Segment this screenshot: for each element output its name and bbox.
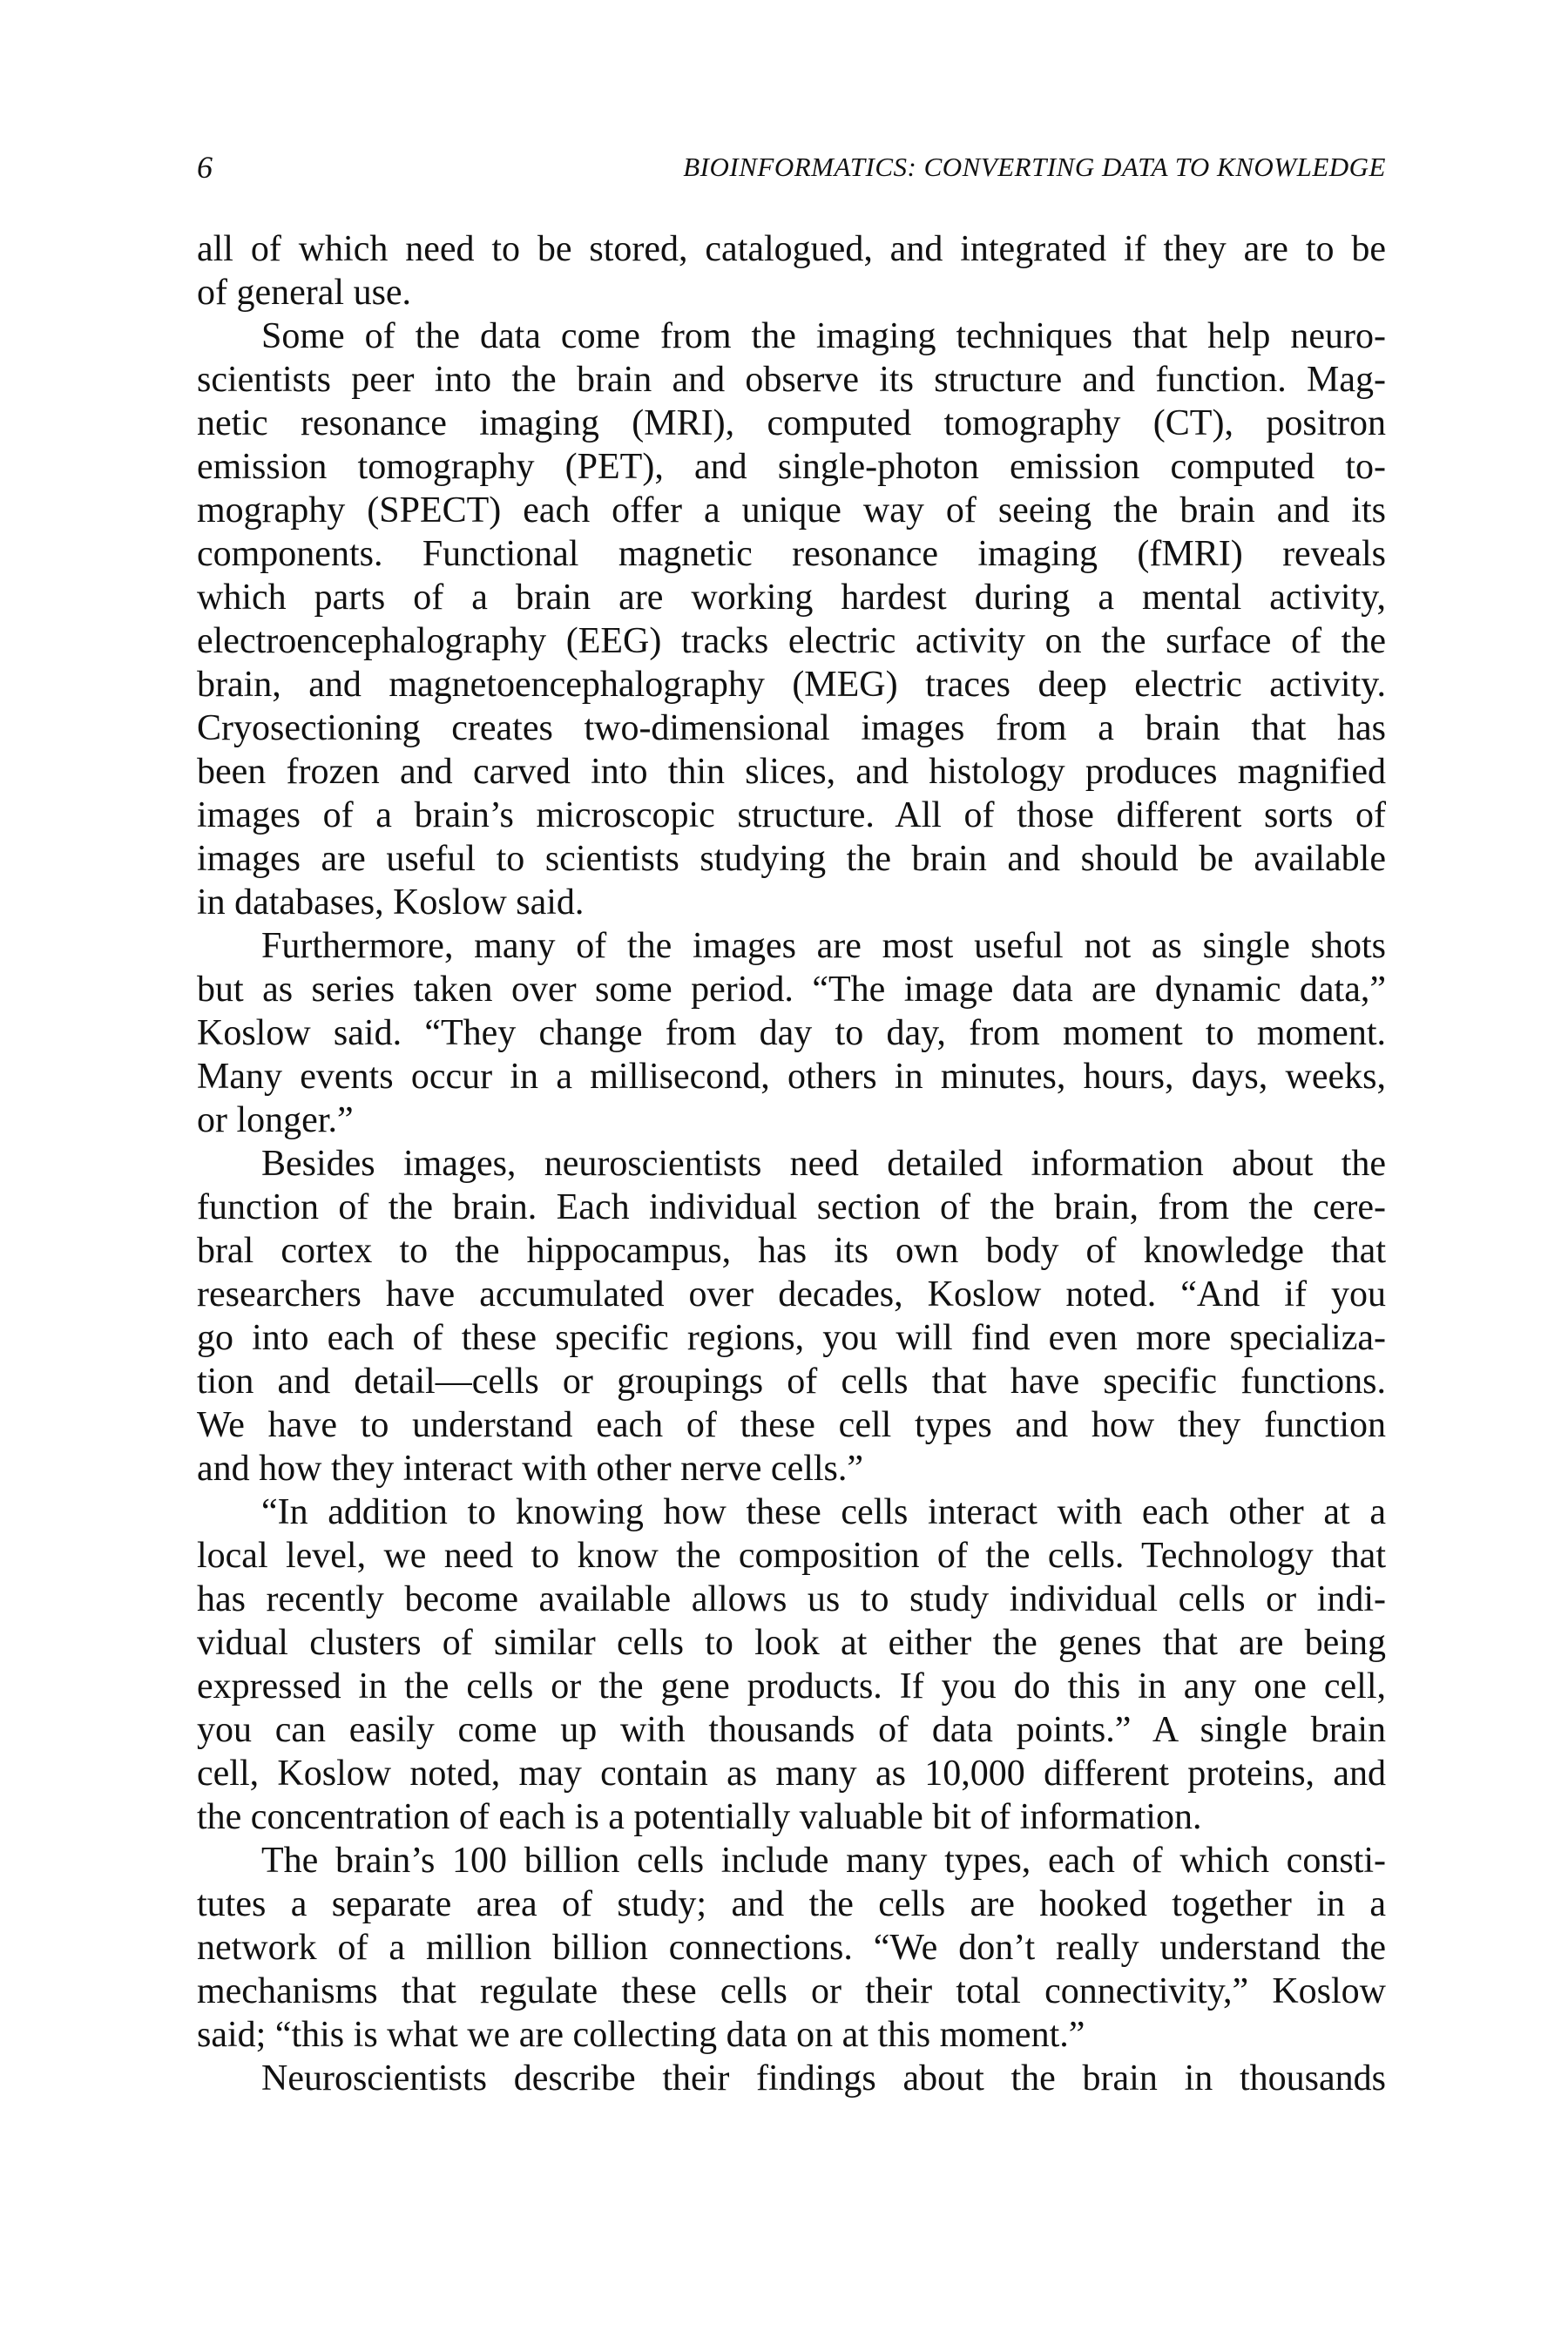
text-line: tion and detail—cells or groupings of cells that have specific functions.: [197, 1362, 1386, 1402]
text-line: Koslow said. “They change from day to day, from moment to moment.: [197, 1013, 1386, 1053]
text-line: Some of the data come from the imaging techniques that help neuro-: [261, 316, 1386, 356]
text-line: Furthermore, many of the images are most useful not as single shots: [261, 926, 1386, 966]
text-line: emission tomography (PET), and single-photon emission computed to-: [197, 447, 1386, 487]
text-line: of general use.: [197, 273, 412, 313]
running-header: [197, 150, 1386, 185]
text-line: or longer.”: [197, 1100, 354, 1140]
paragraph: [197, 1142, 1386, 1490]
text-line: Besides images, neuroscientists need detailed information about the: [261, 1144, 1386, 1184]
text-line: network of a million billion connections. “We don’t really understand the: [197, 1928, 1386, 1968]
text-line: netic resonance imaging (MRI), computed tomography (CT), positron: [197, 403, 1386, 443]
text-line: brain, and magnetoencephalography (MEG) traces deep electric activity.: [197, 665, 1386, 705]
paragraph: [197, 314, 1386, 924]
running-title: BIOINFORMATICS: CONVERTING DATA TO KNOWLEDGE: [683, 152, 1386, 182]
text-line: mechanisms that regulate these cells or their total connectivity,” Koslow: [197, 1971, 1386, 2011]
page-number: 6: [197, 150, 213, 185]
text-line: and how they interact with other nerve cells.”: [197, 1449, 864, 1489]
paragraph: [197, 2057, 1386, 2100]
text-line: Cryosectioning creates two-dimensional images from a brain that has: [197, 708, 1386, 748]
text-line: researchers have accumulated over decades, Koslow noted. “And if you: [197, 1274, 1386, 1315]
paragraph: [197, 227, 1386, 314]
text-line: components. Functional magnetic resonance imaging (fMRI) reveals: [197, 534, 1386, 574]
text-line: mography (SPECT) each offer a unique way of seeing the brain and its: [197, 490, 1386, 531]
text-line: expressed in the cells or the gene products. If you do this in any one cell,: [197, 1666, 1386, 1707]
text-line: “In addition to knowing how these cells interact with each other at a: [261, 1492, 1386, 1532]
text-line: We have to understand each of these cell types and how they function: [197, 1405, 1386, 1445]
text-line: images of a brain’s microscopic structure. All of those different sorts of: [197, 795, 1386, 835]
text-line: but as series taken over some period. “The image data are dynamic data,”: [197, 970, 1386, 1010]
text-line: scientists peer into the brain and observe its structure and function. Mag-: [197, 360, 1386, 400]
text-line: which parts of a brain are working hardest during a mental activity,: [197, 578, 1386, 618]
text-line: tutes a separate area of study; and the cells are hooked together in a: [197, 1884, 1386, 1924]
text-line: in databases, Koslow said.: [197, 882, 585, 923]
text-line: all of which need to be stored, catalogued, and integrated if they are to be: [197, 229, 1386, 269]
text-line: Many events occur in a millisecond, others in minutes, hours, days, weeks,: [197, 1057, 1386, 1097]
text-line: you can easily come up with thousands of data points.” A single brain: [197, 1710, 1386, 1750]
text-line: been frozen and carved into thin slices, and histology produces magnified: [197, 752, 1386, 792]
text-line: go into each of these specific regions, you will find even more specializa-: [197, 1318, 1386, 1358]
text-line: The brain’s 100 billion cells include many types, each of which consti-: [261, 1841, 1386, 1881]
text-line: images are useful to scientists studying the brain and should be available: [197, 839, 1386, 879]
text-line: has recently become available allows us to study individual cells or indi-: [197, 1579, 1386, 1619]
text-line: vidual clusters of similar cells to look at either the genes that are being: [197, 1623, 1386, 1663]
text-line: function of the brain. Each individual section of the brain, from the cere-: [197, 1187, 1386, 1227]
paragraph: [197, 1839, 1386, 2057]
text-line: bral cortex to the hippocampus, has its own body of knowledge that: [197, 1231, 1386, 1271]
text-line: the concentration of each is a potentially valuable bit of information.: [197, 1797, 1202, 1837]
text-line: cell, Koslow noted, may contain as many as 10,000 different proteins, and: [197, 1754, 1386, 1794]
paragraph: [197, 1490, 1386, 1839]
text-line: electroencephalography (EEG) tracks electric activity on the surface of the: [197, 621, 1386, 661]
paragraph: [197, 924, 1386, 1142]
text-line: said; “this is what we are collecting data on at this moment.”: [197, 2015, 1085, 2055]
body-text: [197, 227, 1386, 2100]
text-line: Neuroscientists describe their findings about the brain in thousands: [261, 2058, 1386, 2099]
text-line: local level, we need to know the composition of the cells. Technology that: [197, 1536, 1386, 1576]
